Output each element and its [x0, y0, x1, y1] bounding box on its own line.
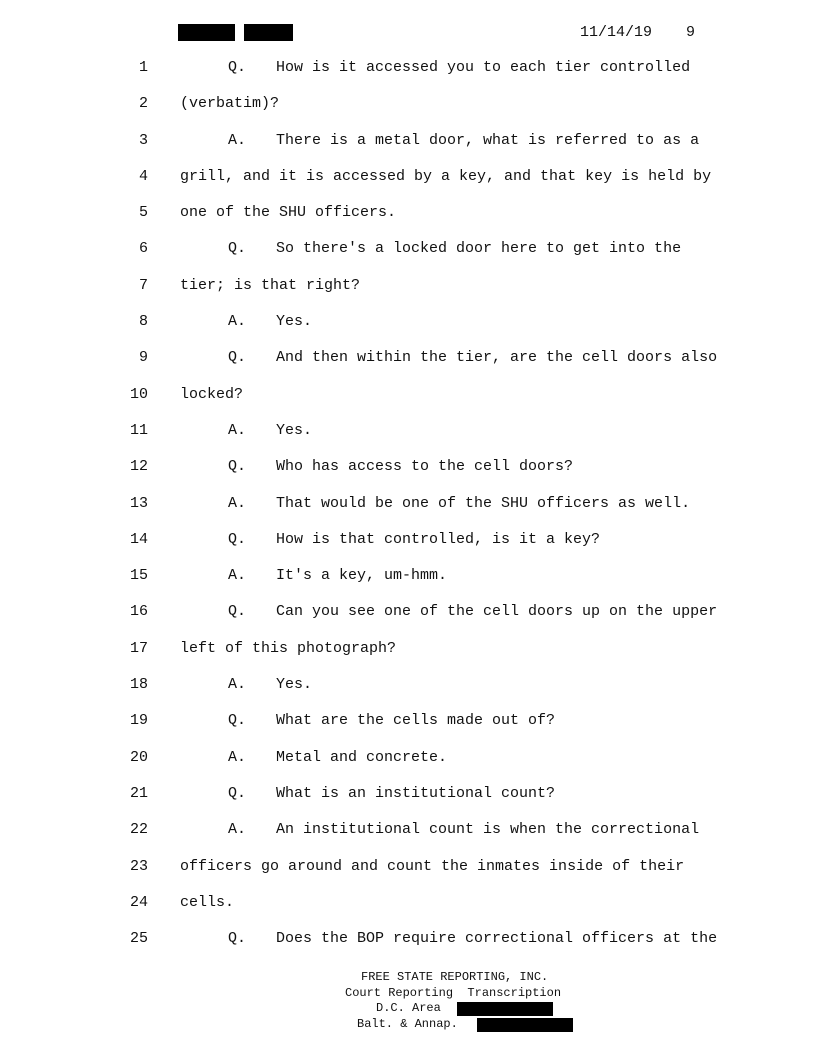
line-text [180, 386, 243, 403]
footer-balt-redaction [477, 1018, 573, 1032]
line-text [228, 749, 447, 766]
line-number: 16 [129, 603, 148, 621]
line-number: 11 [129, 421, 148, 439]
line-content: There is a metal door, what is referred to as a [276, 131, 700, 149]
header-date: 11/14/19 [580, 24, 653, 41]
line-text [228, 59, 690, 76]
line-content: locked? [180, 385, 244, 403]
speaker-label: Q. [228, 712, 247, 730]
speaker-label: A. [228, 567, 247, 585]
line-number: 4 [138, 167, 148, 185]
line-content: So there's a locked door here to get into the [276, 240, 682, 258]
line-number: 12 [129, 458, 148, 476]
footer-balt-label: Balt. & Annap. [357, 1016, 458, 1031]
transcript-line [0, 197, 816, 233]
line-content: tier; is that right? [180, 276, 361, 294]
transcript-line [0, 451, 816, 487]
line-number: 25 [129, 930, 148, 948]
line-number: 20 [129, 748, 148, 766]
line-text [228, 240, 681, 257]
line-content: Can you see one of the cell doors up on the upper [276, 603, 718, 621]
line-content: An institutional count is when the correctional [276, 821, 700, 839]
line-text [228, 676, 312, 693]
line-content: Yes. [276, 421, 313, 439]
line-number: 18 [129, 676, 148, 694]
line-content: How is that controlled, is it a key? [276, 530, 601, 548]
line-text [228, 422, 312, 439]
line-content: It's a key, um-hmm. [276, 567, 448, 585]
speaker-label: A. [228, 821, 247, 839]
line-number: 21 [129, 784, 148, 802]
line-text [228, 495, 690, 512]
line-number: 8 [138, 313, 148, 331]
transcript-line [0, 342, 816, 378]
line-content: What are the cells made out of? [276, 712, 556, 730]
line-number: 24 [129, 893, 148, 911]
line-text [228, 458, 573, 475]
line-number: 3 [138, 131, 148, 149]
line-number: 10 [129, 385, 148, 403]
line-text [180, 640, 396, 657]
line-number: 5 [138, 204, 148, 222]
footer-services: Court Reporting Transcription [345, 985, 562, 1000]
line-number: 22 [129, 821, 148, 839]
speaker-label: Q. [228, 603, 247, 621]
header-redaction-2 [244, 24, 293, 41]
transcript-line [0, 306, 816, 342]
line-text [180, 858, 684, 875]
transcript-line [0, 705, 816, 741]
footer-dc-label: D.C. Area [376, 1001, 441, 1015]
line-text [180, 277, 360, 294]
line-content: Who has access to the cell doors? [276, 458, 574, 476]
header-redaction-1 [178, 24, 235, 41]
line-content: left of this photograph? [180, 639, 397, 657]
transcript-line [0, 125, 816, 161]
transcript-line [0, 778, 816, 814]
transcript-line [0, 633, 816, 669]
footer-balt-line [0, 1017, 816, 1033]
page-number: 9 [686, 24, 696, 41]
line-text [228, 930, 717, 947]
line-content: Does the BOP require correctional officers at the [276, 930, 718, 948]
speaker-label: A. [228, 421, 247, 439]
footer-company-line [0, 970, 816, 986]
speaker-label: A. [228, 748, 247, 766]
transcript-line [0, 742, 816, 778]
speaker-label: Q. [228, 784, 247, 802]
line-number: 17 [129, 639, 148, 657]
line-content: That would be one of the SHU officers as well. [276, 494, 691, 512]
line-content: How is it accessed you to each tier controlled [276, 59, 691, 76]
footer-dc-line [0, 1001, 816, 1017]
line-content: (verbatim)? [180, 95, 280, 113]
speaker-label: Q. [228, 530, 247, 548]
line-text [228, 531, 600, 548]
transcript-line [0, 52, 816, 88]
transcript-line [0, 270, 816, 306]
line-text [228, 603, 717, 620]
line-content: officers go around and count the inmates inside of their [180, 857, 685, 875]
transcript-line [0, 161, 816, 197]
line-text [228, 821, 699, 838]
line-number: 9 [138, 349, 148, 367]
line-number: 13 [129, 494, 148, 512]
transcript-line [0, 923, 816, 959]
line-number: 2 [138, 95, 148, 113]
line-number: 1 [138, 59, 148, 76]
speaker-label: Q. [228, 930, 247, 948]
speaker-label: Q. [228, 59, 247, 76]
transcript-line [0, 488, 816, 524]
speaker-label: Q. [228, 458, 247, 476]
transcript-line [0, 851, 816, 887]
line-text [228, 313, 312, 330]
transcript-line [0, 596, 816, 632]
line-number: 15 [129, 567, 148, 585]
speaker-label: A. [228, 676, 247, 694]
line-text [180, 168, 711, 185]
transcript-line [0, 887, 816, 923]
line-content: Yes. [276, 313, 313, 331]
transcript-line [0, 233, 816, 269]
footer-company: FREE STATE REPORTING, INC. [361, 970, 549, 984]
line-text [228, 349, 717, 366]
transcript-line [0, 524, 816, 560]
line-text [180, 894, 234, 911]
line-number: 23 [129, 857, 148, 875]
line-number: 14 [129, 530, 148, 548]
transcript-body [0, 52, 816, 959]
line-content: grill, and it is accessed by a key, and that key is held by [180, 167, 712, 185]
footer [0, 970, 816, 1032]
line-content: And then within the tier, are the cell doors also [276, 349, 718, 367]
speaker-label: A. [228, 313, 247, 331]
line-content: one of the SHU officers. [180, 204, 397, 222]
speaker-label: Q. [228, 349, 247, 367]
transcript-line [0, 669, 816, 705]
speaker-label: Q. [228, 240, 247, 258]
line-content: Yes. [276, 676, 313, 694]
footer-services-line [0, 986, 816, 1002]
transcript-line [0, 814, 816, 850]
line-text [228, 567, 447, 584]
speaker-label: A. [228, 131, 247, 149]
line-text [180, 95, 279, 112]
line-content: What is an institutional count? [276, 784, 556, 802]
transcript-line [0, 379, 816, 415]
line-number: 19 [129, 712, 148, 730]
line-content: cells. [180, 893, 235, 911]
transcript-line [0, 415, 816, 451]
line-text [228, 712, 555, 729]
footer-dc-redaction [457, 1002, 553, 1016]
line-text [180, 204, 396, 221]
line-text [228, 132, 699, 149]
transcript-line [0, 560, 816, 596]
speaker-label: A. [228, 494, 247, 512]
line-number: 6 [138, 240, 148, 258]
line-content: Metal and concrete. [276, 748, 448, 766]
line-number: 7 [138, 276, 148, 294]
line-text [228, 785, 555, 802]
transcript-line [0, 88, 816, 124]
